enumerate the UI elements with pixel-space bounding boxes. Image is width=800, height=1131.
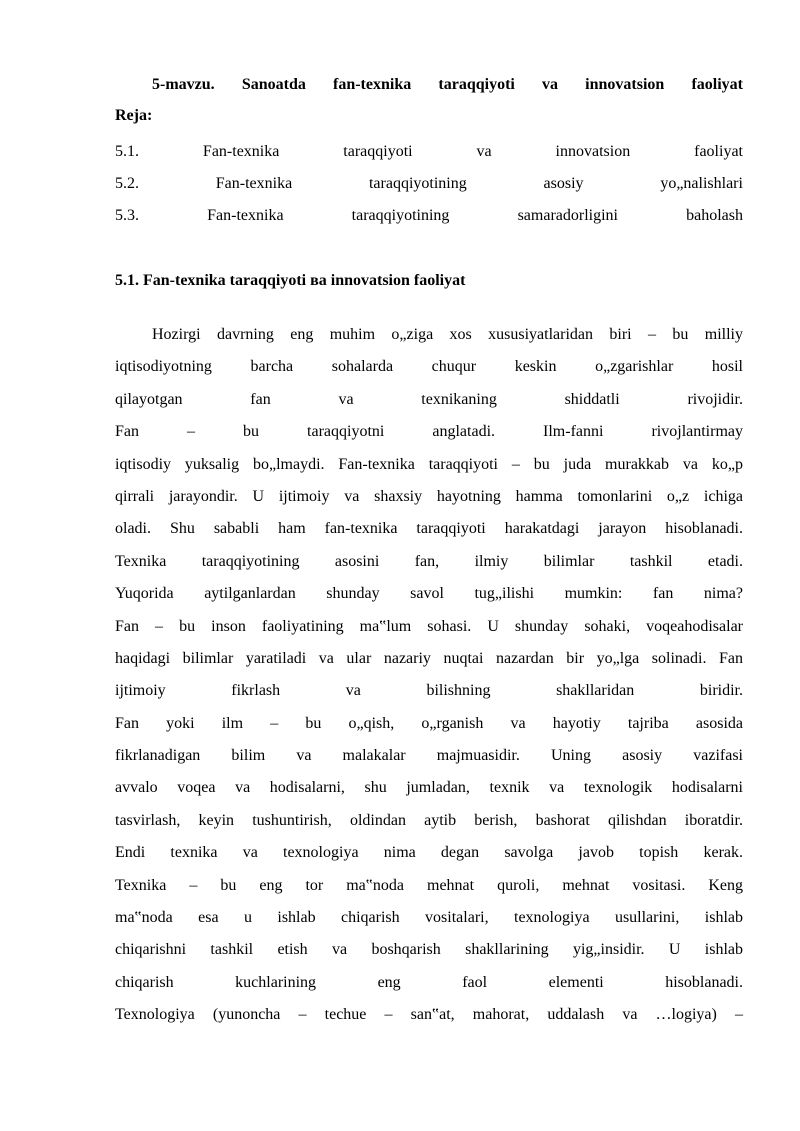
plan-word: innovatsion (555, 143, 631, 160)
body-line: avvalo voqea va hodisalarni, shu jumladan, texnik va texnologik hodisalarni (115, 779, 743, 797)
body-line: iqtisodiyotning barcha sohalarda chuqur keskin o„zgarishlar hosil (115, 358, 743, 376)
title-word: Sanoatda (241, 76, 306, 93)
body-line: Texnika – bu eng tor ma‟noda mehnat quroli, mehnat vositasi. Keng (115, 876, 743, 894)
plan-word: Fan-texnika (215, 175, 293, 192)
body-line: chiqarishni tashkil etish va boshqarish shakllarining yig„insidir. U ishlab (115, 941, 743, 959)
plan-word: samaradorligini (517, 207, 618, 224)
plan-word: yo„nalishlari (660, 175, 743, 192)
body-line: ma‟noda esa u ishlab chiqarish vositalari, texnologiya usullarini, ishlab (115, 909, 743, 927)
body-line: Fan yoki ilm – bu o„qish, o„rganish va hayotiy tajriba asosida (115, 714, 743, 732)
title-word: fan-texnika (333, 76, 412, 93)
plan-word: Fan-texnika (207, 207, 284, 224)
body-line: qirrali jarayondir. U ijtimoiy va shaxsiy hayotning hamma tomonlarini o„z ichiga (115, 487, 743, 505)
plan-word: Fan-texnika (202, 143, 280, 160)
plan-word: 5.2. (115, 175, 139, 192)
plan-word: 5.3. (115, 207, 139, 224)
plan-word: taraqqiyoti (343, 143, 413, 160)
body-line: qilayotgan fan va texnikaning shiddatli rivojidir. (115, 390, 743, 408)
plan-heading: Reja: (115, 107, 153, 124)
title-word: 5-mavzu. (152, 76, 215, 93)
title-word: innovatsion (585, 76, 665, 93)
body-text (115, 319, 743, 1032)
plan-word: faoliyat (694, 143, 743, 160)
body-line: Fan – bu taraqqiyotni anglatadi. Ilm-fanni rivojlantirmay (115, 423, 743, 441)
body-line: chiqarish kuchlarining eng faol elementi hisoblanadi. (115, 973, 743, 991)
plan-word: asosiy (543, 175, 584, 192)
section-heading: 5.1. Fan-texnika taraqqiyoti ва innovatsion faoliyat (115, 272, 466, 289)
body-line: Endi texnika va texnologiya nima degan savolga javob topish kerak. (115, 844, 743, 862)
body-line: tasvirlash, keyin tushuntirish, oldindan aytib berish, bashorat qilishdan iboratdir. (115, 811, 743, 829)
body-line: oladi. Shu sababli ham fan-texnika taraqqiyoti harakatdagi jarayon hisoblanadi. (115, 520, 743, 538)
plan-word: baholash (686, 207, 743, 224)
body-line: haqidagi bilimlar yaratiladi va ular nazariy nuqtai nazardan bir yo„lga solinadi. Fan (115, 649, 743, 667)
body-line: Hozirgi davrning eng muhim o„ziga xos xususiyatlaridan biri – bu milliy (152, 326, 743, 343)
body-line: Fan – bu inson faoliyatining ma‟lum sohasi. U shunday sohaki, voqeahodisalar (115, 617, 743, 635)
body-line: Texnologiya (yunoncha – techue – san‟at, mahorat, uddalash va …logiya) – (115, 1006, 743, 1024)
plan-item (115, 175, 743, 193)
body-line: Yuqorida aytilganlardan shunday savol tug„ilishi mumkin: fan nima? (115, 585, 743, 603)
plan-word: taraqqiyotining (368, 175, 467, 192)
title-word: faoliyat (691, 76, 743, 93)
plan-word: 5.1. (115, 143, 139, 160)
body-line: iqtisodiy yuksalig bo„lmaydi. Fan-texnika taraqqiyoti – bu juda murakkab va ko„p (115, 455, 743, 473)
plan-word: va (476, 143, 492, 160)
body-line: fikrlanadigan bilim va malakalar majmuasidir. Uning asosiy vazifasi (115, 747, 743, 765)
plan-item (115, 143, 743, 161)
title-word: taraqqiyoti (438, 76, 515, 93)
body-line: Texnika taraqqiyotining asosini fan, ilmiy bilimlar tashkil etadi. (115, 552, 743, 570)
plan-item (115, 207, 743, 225)
title-word: va (542, 76, 558, 93)
body-line: ijtimoiy fikrlash va bilishning shakllaridan biridir. (115, 682, 743, 700)
topic-title (115, 76, 743, 94)
plan-word: taraqqiyotining (351, 207, 450, 224)
